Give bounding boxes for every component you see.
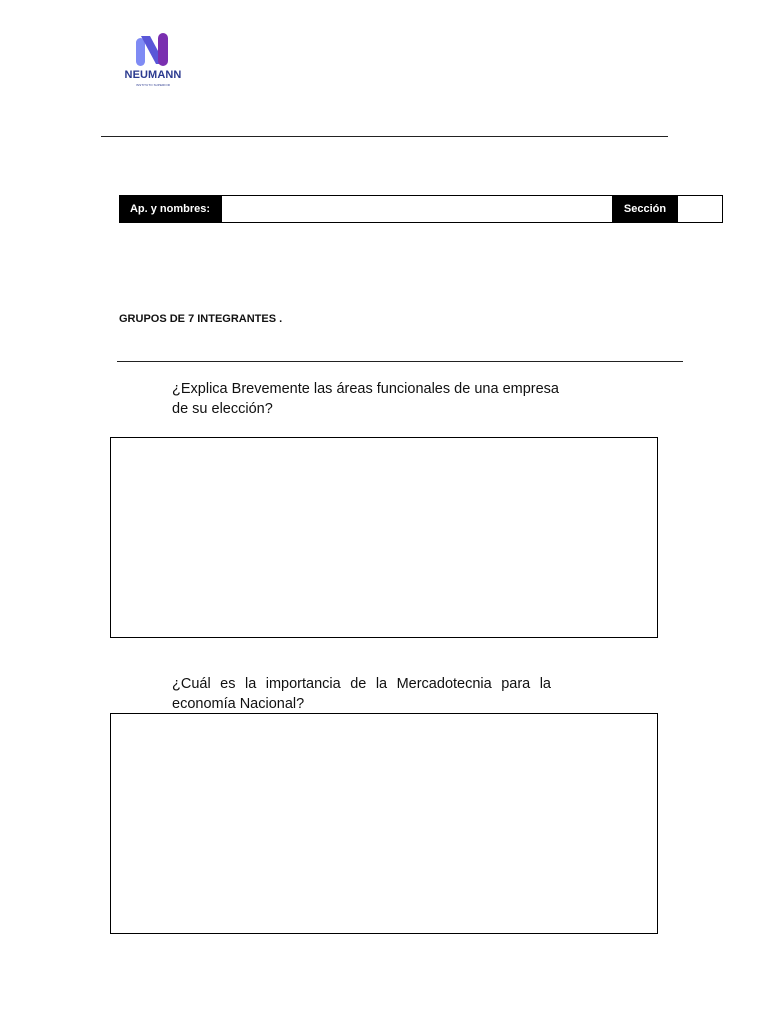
student-info-row bbox=[119, 195, 723, 223]
question-1-answer-box[interactable] bbox=[110, 437, 658, 638]
question-1-text: ¿Explica Brevemente las áreas funcionales de una empresa de su elección? bbox=[172, 381, 559, 417]
question-2-answer-box[interactable] bbox=[110, 713, 658, 934]
neumann-logo-icon bbox=[135, 32, 171, 68]
name-field[interactable] bbox=[221, 195, 613, 223]
logo-tagline: INSTITUTO SUPERIOR bbox=[135, 83, 171, 87]
logo-wordmark: NEUMANN bbox=[124, 69, 182, 81]
question-2-text: ¿Cuál es la importancia de la Mercadotecnia para la economía Nacional? bbox=[172, 676, 551, 712]
name-label: Ap. y nombres: bbox=[119, 195, 221, 223]
section-divider bbox=[117, 361, 683, 362]
section-label: Sección bbox=[613, 195, 677, 223]
header-divider bbox=[101, 136, 668, 137]
institution-logo bbox=[118, 30, 188, 90]
section-field[interactable] bbox=[677, 195, 723, 223]
groups-heading: GRUPOS DE 7 INTEGRANTES . bbox=[119, 313, 283, 325]
